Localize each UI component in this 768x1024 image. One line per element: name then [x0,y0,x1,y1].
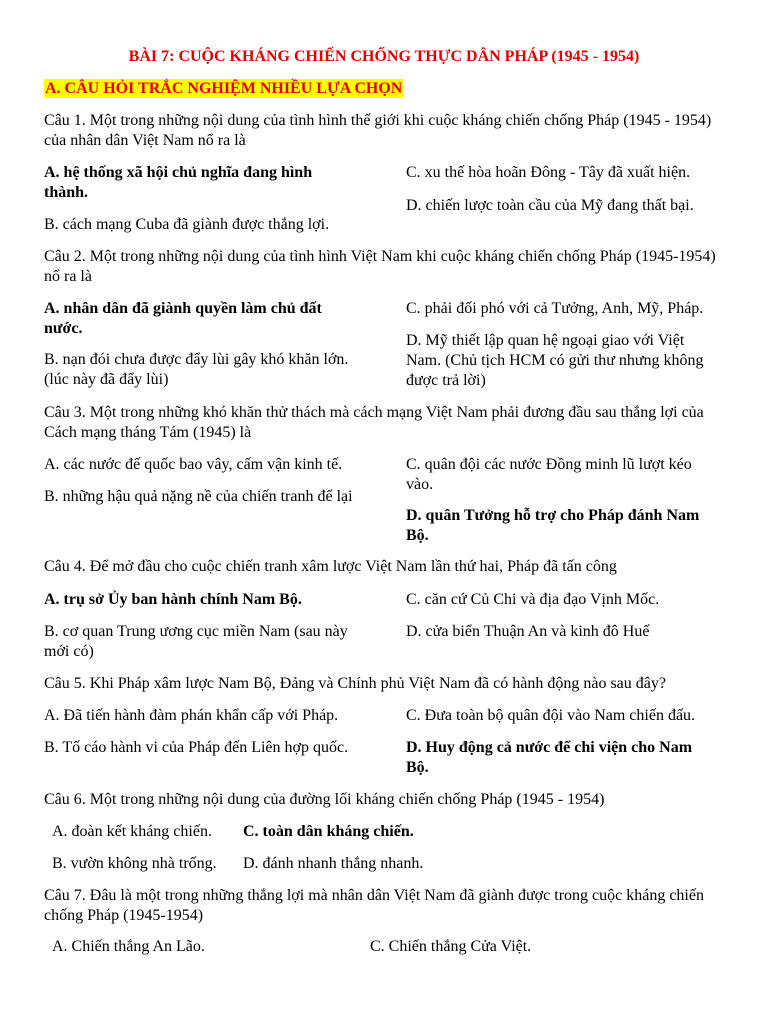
q4-option-c: C. căn cứ Củ Chi và địa đạo Vịnh Mốc. [406,591,660,608]
q6-option-b: B. vườn không nhà trống. [52,855,217,872]
q4-option-b: B. cơ quan Trung ương cục miền Nam (sau này mới có) [44,623,348,660]
question-1: Câu 1. Một trong những nội dung của tình hình thế giới khi cuộc kháng chiến chống Pháp (1945 - 1954) của nhân dân Việt Nam nổ ra là [44,112,712,149]
q4-option-a: A. trụ sở Ủy ban hành chính Nam Bộ. [44,591,302,608]
question-6: Câu 6. Một trong những nội dung của đường lối kháng chiến chống Pháp (1945 - 1954) [44,791,605,808]
q2-option-c: C. phải đối phó với cả Tưởng, Anh, Mỹ, Pháp. [406,300,704,317]
q3-option-c: C. quân đội các nước Đồng minh lũ lượt kéo vào. [406,456,692,493]
q6-option-a: A. đoàn kết kháng chiến. [52,823,212,840]
q3-option-d: D. quân Tưởng hỗ trợ cho Pháp đánh Nam Bộ. [406,507,700,544]
lesson-title: BÀI 7: CUỘC KHÁNG CHIẾN CHỐNG THỰC DÂN PHÁP (1945 - 1954) [128,48,640,65]
question-4: Câu 4. Để mở đầu cho cuộc chiến tranh xâm lược Việt Nam lần thứ hai, Pháp đã tấn công [44,558,617,575]
q2-option-a: A. nhân dân đã giành quyền làm chủ đất nước. [44,300,322,337]
q1-option-c: C. xu thế hòa hoãn Đông - Tây đã xuất hiện. [406,164,691,181]
section-heading: A. CÂU HỎI TRẮC NGHIỆM NHIỀU LỰA CHỌN [45,80,403,97]
q2-option-d: D. Mỹ thiết lập quan hệ ngoại giao với Việt Nam. (Chủ tịch HCM có gửi thư nhưng không được trả lời) [406,332,704,389]
q7-option-c: C. Chiến thắng Cửa Việt. [370,938,532,955]
q1-option-b: B. cách mạng Cuba đã giành được thắng lợi. [44,216,330,233]
question-2: Câu 2. Một trong những nội dung của tình hình Việt Nam khi cuộc kháng chiến chống Pháp (1945-1954) nổ ra là [44,248,716,285]
q6-option-d: D. đánh nhanh thắng nhanh. [243,855,424,872]
q5-option-b: B. Tố cáo hành vi của Pháp đến Liên hợp quốc. [44,739,349,756]
q7-option-a: A. Chiến thắng An Lão. [52,938,205,955]
q3-option-b: B. những hậu quả nặng nề của chiến tranh để lại [44,488,353,505]
q2-option-b: B. nạn đói chưa được đẩy lùi gây khó khăn lớn. (lúc này đã đẩy lùi) [44,351,349,388]
question-5: Câu 5. Khi Pháp xâm lược Nam Bộ, Đảng và Chính phủ Việt Nam đã có hành động nào sau đây? [44,675,666,692]
q1-option-d: D. chiến lược toàn cầu của Mỹ đang thất bại. [406,197,694,214]
question-7: Câu 7. Đâu là một trong những thắng lợi mà nhân dân Việt Nam đã giành được trong cuộc kháng chiến chống Pháp (1945-1954) [44,887,704,924]
q5-option-c: C. Đưa toàn bộ quân đội vào Nam chiến đấu. [406,707,696,724]
q6-option-c: C. toàn dân kháng chiến. [243,823,414,840]
q3-option-a: A. các nước đế quốc bao vây, cấm vận kinh tế. [44,456,343,473]
question-3: Câu 3. Một trong những khó khăn thử thách mà cách mạng Việt Nam phải đương đầu sau thắng lợi của Cách mạng tháng Tám (1945) là [44,404,704,441]
q1-option-a: A. hệ thống xã hội chủ nghĩa đang hình thành. [44,164,313,201]
q4-option-d: D. cửa biển Thuận An và kinh đô Huế [406,623,650,640]
q5-option-d: D. Huy động cả nước để chi viện cho Nam Bộ. [406,739,693,776]
q5-option-a: A. Đã tiến hành đàm phán khẩn cấp với Pháp. [44,707,339,724]
